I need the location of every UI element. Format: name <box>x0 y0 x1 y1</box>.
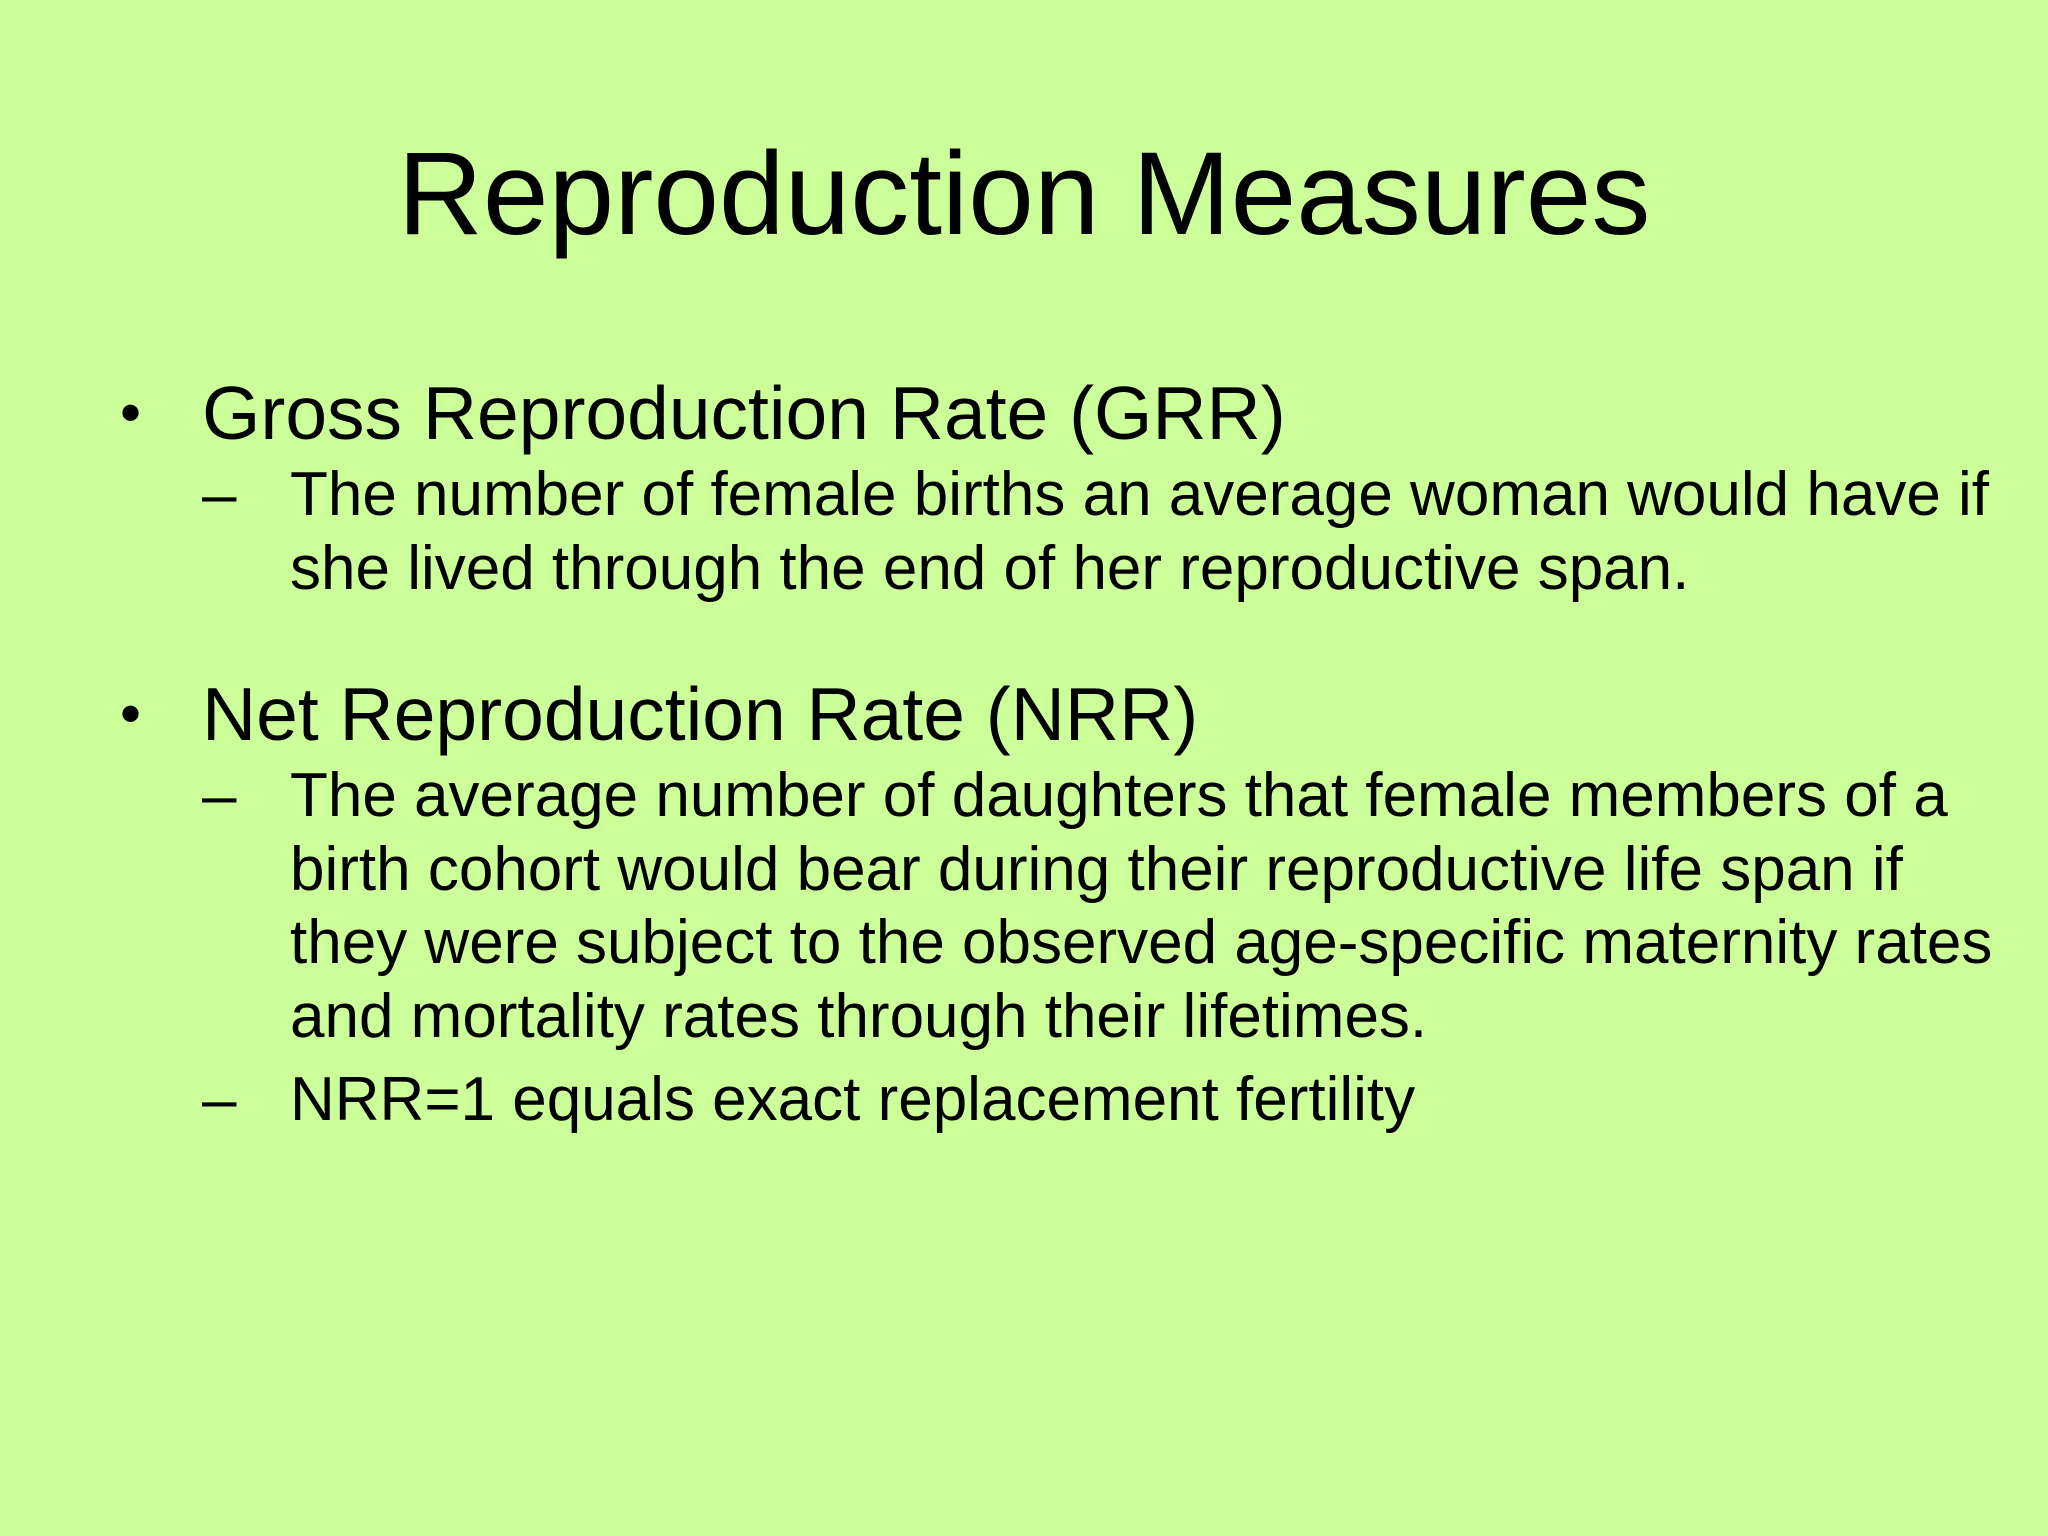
bullet-dot-icon: • <box>120 379 142 446</box>
sub-bullet-item <box>202 458 2000 605</box>
bullet-group-grr <box>120 368 2000 605</box>
slide-content <box>120 368 2000 1137</box>
bullet-heading: Gross Reproduction Rate (GRR) <box>202 371 1286 455</box>
sub-bullet-text: NRR=1 equals exact replacement fertility <box>290 1065 1416 1134</box>
sub-bullet-text: The number of female births an average woman would have if she lived through the end of her reproductive span. <box>290 460 1990 603</box>
bullet-dot-icon: • <box>120 680 142 747</box>
bullet-item <box>120 669 2000 759</box>
dash-icon: – <box>202 1065 237 1134</box>
dash-icon: – <box>202 761 237 830</box>
dash-icon: – <box>202 460 237 529</box>
bullet-heading: Net Reproduction Rate (NRR) <box>202 672 1199 756</box>
bullet-group-nrr <box>120 669 2000 1137</box>
bullet-item <box>120 368 2000 458</box>
sub-bullet-text: The average number of daughters that female members of a birth cohort would bear during their reproductive life span if they were subject to the observed age-specific maternity rates and mortality rates through their lifetimes. <box>290 761 1993 1051</box>
slide-title: Reproduction Measures <box>397 128 1651 260</box>
sub-bullet-item <box>202 1063 2000 1137</box>
sub-bullet-item <box>202 759 2000 1053</box>
